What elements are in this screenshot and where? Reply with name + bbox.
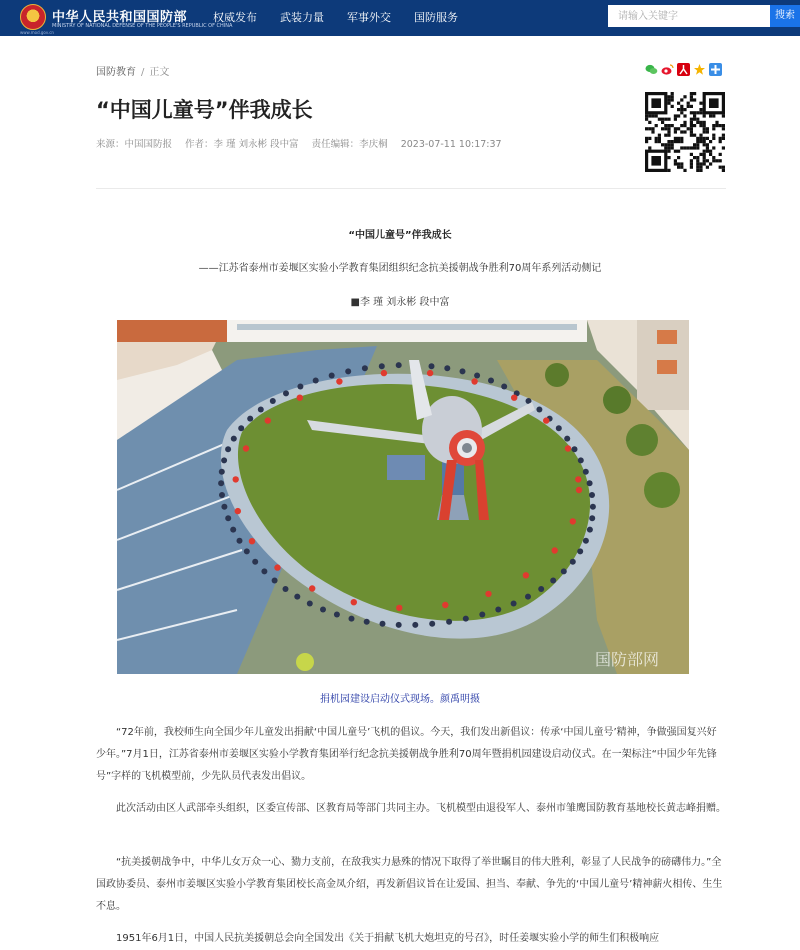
logo-url: www.mod.gov.cn [20,30,54,35]
article-meta [96,136,512,150]
favorite-icon[interactable] [693,63,706,76]
photo-watermark: 国防部网 [595,650,660,669]
photo-caption: 捐机园建设启动仪式现场。颜禹明摄 [320,694,480,705]
top-navigation-bar [0,0,800,36]
breadcrumb-current: 正文 [149,67,170,78]
article-body-authors: ■李 瑾 刘永彬 段中富 [350,297,450,308]
ministry-logo[interactable] [20,3,233,35]
more-share-icon[interactable] [709,63,722,76]
page-title: “中国儿童号”伴我成长 [96,98,313,122]
search-button[interactable]: 搜索 [770,5,800,27]
article-paragraph: “抗美援朝战争中，中华儿女万众一心、勠力支前，在敌我实力悬殊的情况下取得了举世瞩目的伟大胜利，彰显了人民战争的磅礴伟力。”全国政协委员、泰州市姜堰区实验小学教育集团校长高金凤介绍，再发新倡议旨在让爱国、担当、奉献、争先的‘中国儿童号’精神薪火相传、生生不息。 [96,857,723,912]
nav-item-authority-release[interactable]: 权威发布 [213,11,257,24]
header-divider [96,188,726,189]
article-paragraph: 1951年6月1日，中国人民抗美援朝总会向全国发出《关于捐献飞机大炮坦克的号召》，时任姜堰实验小学的师生们积极响应 [116,933,660,944]
article-body-subtitle: ——江苏省泰州市姜堰区实验小学教育集团组织纪念抗美援朝战争胜利70周年系列活动侧记 [198,263,602,274]
weibo-icon[interactable] [661,63,674,76]
article-editor: 责任编辑：李庆桐 [311,139,388,150]
article-body-title: “中国儿童号”伴我成长 [348,230,452,241]
nav-item-military-diplomacy[interactable]: 军事外交 [347,11,391,24]
article-paragraph: 此次活动由区人武部牵头组织，区委宣传部、区教育局等部门共同主办。飞机模型由退役军人、泰州市雏鹰国防教育基地校长黄志峰捐赠。 [116,803,726,814]
people-icon[interactable] [677,63,690,76]
article-datetime: 2023-07-11 10:17:37 [400,139,502,150]
main-nav [213,0,481,36]
national-emblem-icon [20,4,46,30]
article-source: 来源：中国国防报 [96,139,173,150]
nav-item-armed-forces[interactable]: 武装力量 [280,11,324,24]
article-author: 作者：李 瑾 刘永彬 段中富 [185,139,299,150]
article-paragraph: “72年前，我校师生向全国少年儿童发出捐献‘中国儿童号’飞机的倡议。今天，我们发出新倡议：传承‘中国儿童号’精神，争做强国复兴好少年。”7月1日，江苏省泰州市姜堰区实验小学教育集团举行纪念抗美援朝战争胜利70周年暨捐机园建设启动仪式。在一架标注“中国少年先锋号”字样的飞机模型前，少先队员代表发出倡议。 [96,727,717,782]
logo-english-name: MINISTRY OF NATIONAL DEFENSE OF THE PEOPLE'S REPUBLIC OF CHINA [52,23,233,29]
logo-title: 中华人民共和国国防部 [52,10,188,25]
breadcrumb-section-link[interactable]: 国防教育 [96,67,136,78]
breadcrumb-separator: / [141,67,145,78]
search-input[interactable] [608,5,770,27]
nav-item-defense-services[interactable]: 国防服务 [414,11,458,24]
breadcrumb [96,63,169,78]
qr-code-pattern [644,92,726,172]
qr-code [644,92,726,172]
article-photo [117,320,689,674]
wechat-icon[interactable] [645,63,658,76]
share-toolbar [645,63,725,76]
